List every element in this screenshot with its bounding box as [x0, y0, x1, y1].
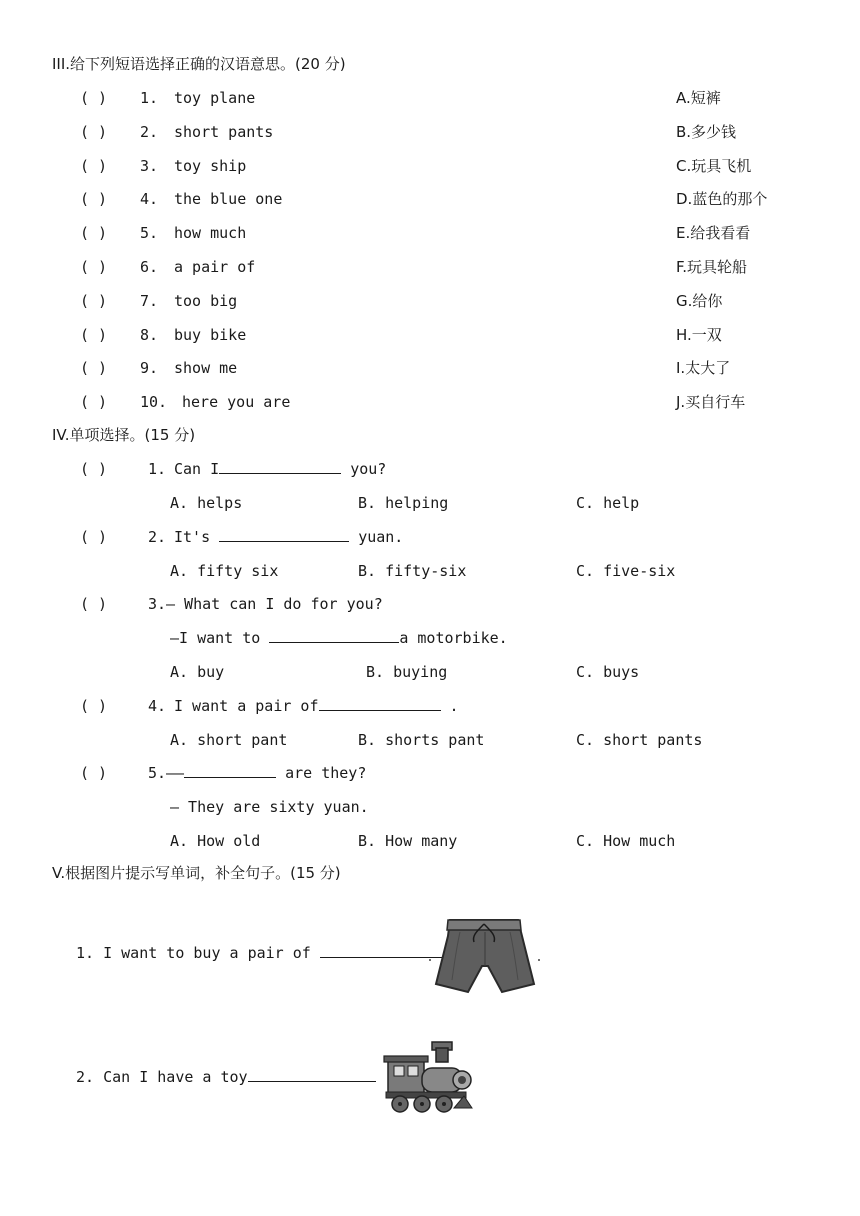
section-5-heading: V.根据图片提示写单词，补全句子。(15 分)	[52, 864, 341, 882]
match-answer-paren: ( )	[80, 258, 108, 276]
q5-option-c: C. How much	[576, 832, 676, 850]
match-answer-paren: ( )	[80, 393, 108, 411]
match-phrase: too big	[174, 292, 238, 310]
q4-blank[interactable]	[319, 696, 441, 711]
sentence-1-blank[interactable]	[320, 943, 442, 958]
section-4-heading: IV.单项选择。(15 分)	[52, 426, 196, 444]
q3-blank[interactable]	[269, 628, 399, 643]
match-answer-paren: ( )	[80, 89, 108, 107]
q5-answer-paren: ( )	[80, 764, 108, 782]
q5-option-b: B. How many	[358, 832, 458, 850]
section-3-heading: III.给下列短语选择正确的汉语意思。(20 分)	[52, 55, 346, 73]
match-number: 3.	[140, 157, 159, 175]
match-option: D.蓝色的那个	[676, 190, 768, 208]
match-option: C.玩具飞机	[676, 157, 752, 175]
q4-option-c: C. short pants	[576, 731, 703, 749]
q5-stem-pre: ——	[166, 764, 185, 782]
match-phrase: buy bike	[174, 326, 247, 344]
q4-number: 4.	[148, 697, 167, 715]
q4-stem-post: .	[449, 697, 459, 715]
shorts-picture	[426, 910, 544, 998]
q4-stem-pre: I want a pair of	[174, 697, 319, 715]
q3-question-line: — What can I do for you?	[166, 595, 383, 613]
match-number: 6.	[140, 258, 159, 276]
q3-option-b: B. buying	[366, 663, 448, 681]
sentence-2-blank[interactable]	[248, 1067, 376, 1082]
q2-option-b: B. fifty-six	[358, 562, 467, 580]
match-phrase: a pair of	[174, 258, 256, 276]
q5-answer-line: — They are sixty yuan.	[170, 798, 369, 816]
q2-answer-paren: ( )	[80, 528, 108, 546]
match-phrase: the blue one	[174, 190, 283, 208]
q5-option-a: A. How old	[170, 832, 261, 850]
q2-blank[interactable]	[219, 527, 349, 542]
q2-option-c: C. five-six	[576, 562, 676, 580]
q1-stem-pre: Can I	[174, 460, 220, 478]
q2-number: 2.	[148, 528, 167, 546]
match-number: 8.	[140, 326, 159, 344]
match-phrase: toy plane	[174, 89, 256, 107]
match-phrase: here you are	[182, 393, 291, 411]
sentence-2-text: Can I have a toy	[103, 1068, 248, 1086]
match-number: 1.	[140, 89, 159, 107]
q2-stem-pre: It's	[174, 528, 211, 546]
q3-answer-paren: ( )	[80, 595, 108, 613]
match-answer-paren: ( )	[80, 224, 108, 242]
match-phrase: show me	[174, 359, 238, 377]
q1-number: 1.	[148, 460, 167, 478]
sentence-1-text: I want to buy a pair of	[103, 944, 311, 962]
match-option: H.一双	[676, 326, 722, 344]
sentence-1-number: 1.	[76, 944, 95, 962]
match-option: B.多少钱	[676, 123, 737, 141]
match-answer-paren: ( )	[80, 190, 108, 208]
match-phrase: short pants	[174, 123, 274, 141]
match-option: J.买自行车	[676, 393, 746, 411]
q5-stem-post: are they?	[285, 764, 367, 782]
match-answer-paren: ( )	[80, 157, 108, 175]
sentence-2-number: 2.	[76, 1068, 95, 1086]
match-phrase: toy ship	[174, 157, 247, 175]
sentence-2	[76, 1067, 376, 1087]
match-number: 9.	[140, 359, 159, 377]
q2-stem	[174, 527, 403, 547]
match-phrase: how much	[174, 224, 247, 242]
match-answer-paren: ( )	[80, 326, 108, 344]
q1-option-b: B. helping	[358, 494, 449, 512]
q3-stem-post: a motorbike.	[399, 629, 508, 647]
q1-answer-paren: ( )	[80, 460, 108, 478]
match-option: E.给我看看	[676, 224, 751, 242]
match-option: F.玩具轮船	[676, 258, 747, 276]
q5-blank[interactable]	[184, 763, 276, 778]
match-number: 5.	[140, 224, 159, 242]
match-answer-paren: ( )	[80, 292, 108, 310]
q1-stem	[174, 459, 386, 479]
match-option: I.太大了	[676, 359, 731, 377]
match-option: A.短裤	[676, 89, 721, 107]
q3-option-a: A. buy	[170, 663, 225, 681]
q2-stem-post: yuan.	[358, 528, 404, 546]
q5-stem	[166, 763, 366, 783]
train-picture	[382, 1038, 474, 1116]
match-number: 7.	[140, 292, 159, 310]
sentence-1	[76, 943, 442, 963]
match-option: G.给你	[676, 292, 723, 310]
q1-blank[interactable]	[219, 459, 341, 474]
q4-stem	[174, 696, 459, 716]
q3-answer-line	[170, 628, 508, 648]
q1-option-a: A. helps	[170, 494, 243, 512]
q5-number: 5.	[148, 764, 167, 782]
match-number: 10.	[140, 393, 168, 411]
q1-stem-post: you?	[350, 460, 387, 478]
q2-option-a: A. fifty six	[170, 562, 279, 580]
match-number: 2.	[140, 123, 159, 141]
q3-stem-pre: —I want to	[170, 629, 261, 647]
q4-answer-paren: ( )	[80, 697, 108, 715]
q3-number: 3.	[148, 595, 167, 613]
q3-option-c: C. buys	[576, 663, 640, 681]
match-answer-paren: ( )	[80, 123, 108, 141]
match-number: 4.	[140, 190, 159, 208]
match-answer-paren: ( )	[80, 359, 108, 377]
q4-option-a: A. short pant	[170, 731, 288, 749]
q1-option-c: C. help	[576, 494, 640, 512]
q4-option-b: B. shorts pant	[358, 731, 485, 749]
